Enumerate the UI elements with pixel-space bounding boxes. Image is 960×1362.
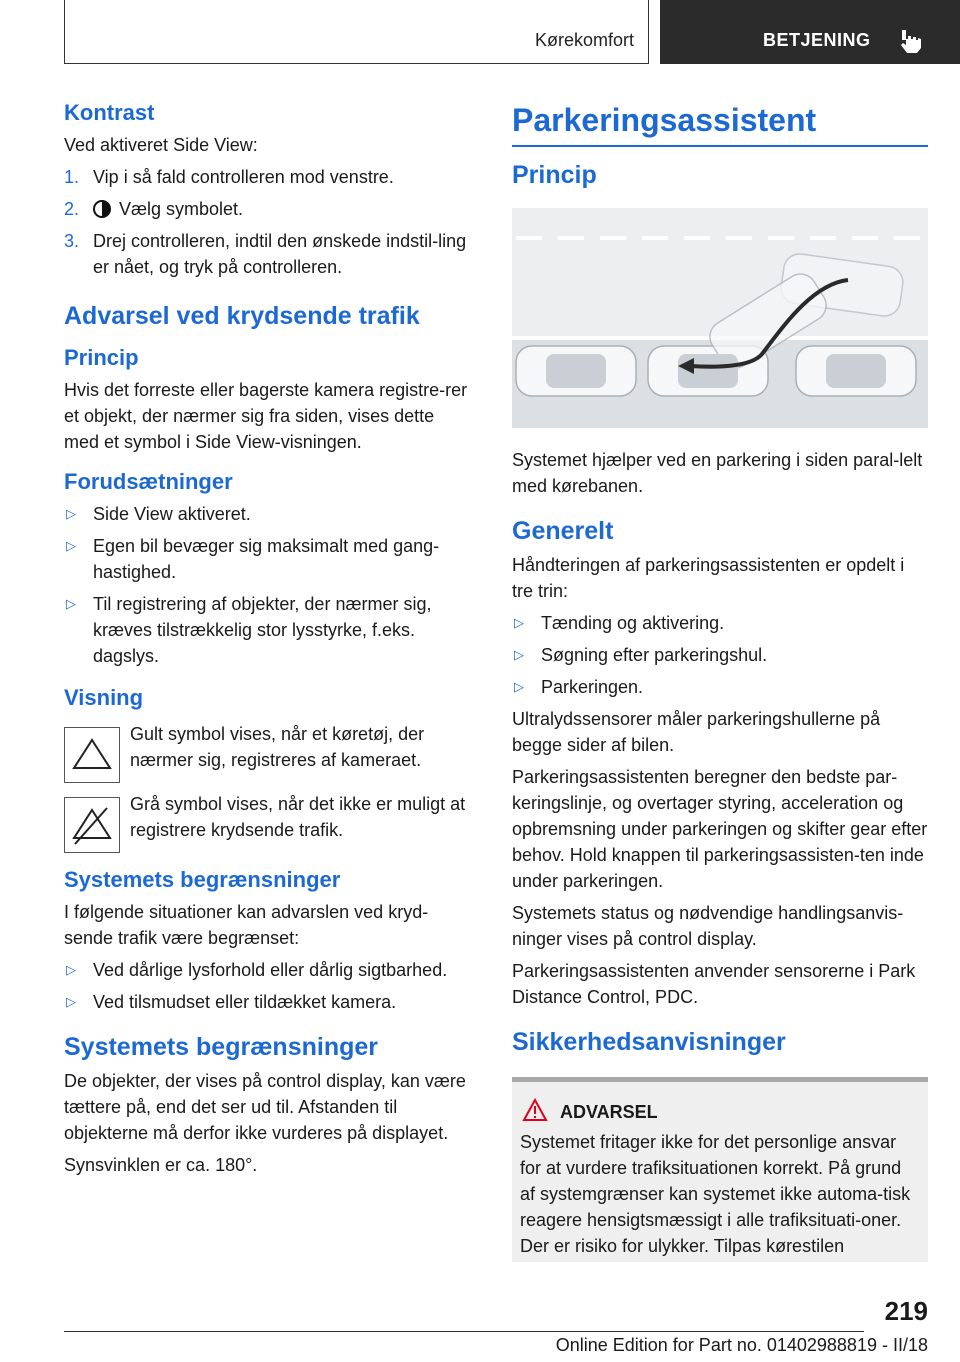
system-text-2: Synsvinklen er ca. 180°. bbox=[64, 1155, 258, 1175]
visning-grey-row bbox=[64, 791, 469, 847]
pointing-hand-icon bbox=[896, 26, 924, 54]
header-chapter-label: BETJENING bbox=[763, 30, 871, 50]
header-section-tab bbox=[64, 0, 649, 64]
list-item: ▷ Til registrering af objekter, der nærmer sig, kræves tilstrækkelig stor lysstyrke, f.eks. dagslys. bbox=[64, 591, 469, 669]
list-item bbox=[64, 196, 469, 222]
heading-forudsaetninger: Forudsætninger bbox=[64, 469, 233, 494]
kontrast-intro: Ved aktiveret Side View: bbox=[64, 135, 258, 155]
header-chapter-tab bbox=[660, 0, 960, 64]
forudsaetninger-list bbox=[64, 501, 469, 669]
list-item bbox=[64, 228, 469, 280]
warning-title bbox=[560, 1102, 920, 1123]
generelt-text: Håndteringen af parkeringsassistenten er opdelt i tre trin: bbox=[512, 555, 905, 601]
list-item: ▷ Ved dårlige lysforhold eller dårlig sigtbarhed. bbox=[64, 957, 469, 983]
step-text: Vip i så fald controlleren mod venstre. bbox=[93, 167, 394, 187]
heading-begraensninger: Systemets begrænsninger bbox=[64, 867, 341, 892]
list-item: ▷ Parkeringen. bbox=[512, 674, 928, 700]
begraensninger-text: I følgende situationer kan advarslen ved kryd-sende trafik være begrænset: bbox=[64, 902, 429, 948]
kontrast-steps bbox=[64, 164, 469, 280]
paragraph-2: Parkeringsassistenten beregner den bedste par-keringslinje, og overtager styring, acceleration og opbremsning under parkeringen og skifter gear efter behov. Hold knappen til parkeringsassisten-ten inde under parkeringen. bbox=[512, 767, 928, 891]
title-divider bbox=[512, 145, 928, 147]
step-number: 3. bbox=[64, 231, 80, 251]
contrast-icon bbox=[93, 200, 111, 218]
list-item: ▷ Egen bil bevæger sig maksimalt med gang-hastighed. bbox=[64, 533, 469, 585]
edition-text: Online Edition for Part no. 01402988819 - II/18 bbox=[555, 1335, 928, 1355]
step-number: 1. bbox=[64, 167, 80, 187]
cross-traffic-warning-icon bbox=[64, 727, 120, 783]
heading-princip-right: Princip bbox=[512, 161, 597, 189]
cross-traffic-unavailable-icon bbox=[64, 797, 120, 853]
heading-princip: Princip bbox=[64, 345, 139, 370]
warning-triangle-icon bbox=[522, 1098, 548, 1122]
visning-yellow-row bbox=[64, 721, 469, 777]
warning-title-text: ADVARSEL bbox=[560, 1102, 658, 1122]
visning-yellow-text: Gult symbol vises, når et køretøj, der nærmer sig, registreres af kameraet. bbox=[130, 724, 425, 770]
heading-systemets-begraensninger: Systemets begrænsninger bbox=[64, 1033, 378, 1061]
warning-text: Systemet fritager ikke for det personlige ansvar for at vurdere trafiksituationen korrekt. På grund af systemgrænser kan systemet ikke automa-tisk reagere hensigtsmæssigt i alle trafiksituati-oner. Der er risiko for ulykker. Tilpas kørestilen bbox=[520, 1132, 911, 1256]
generelt-list bbox=[512, 610, 928, 700]
paragraph-1: Ultralydssensorer måler parkeringshullerne på begge sider af bilen. bbox=[512, 709, 881, 755]
header-section-label: Kørekomfort bbox=[534, 30, 634, 50]
princip-text: Hvis det forreste eller bagerste kamera registre-rer et objekt, der nærmer sig fra siden, vises dette med et symbol i Side View-visningen. bbox=[64, 380, 468, 452]
heading-generelt: Generelt bbox=[512, 517, 614, 545]
visning-grey-text: Grå symbol vises, når det ikke er muligt at registrere krydsende trafik. bbox=[130, 794, 466, 840]
step-number: 2. bbox=[64, 199, 80, 219]
heading-sikkerhed: Sikkerhedsanvisninger bbox=[512, 1028, 786, 1056]
paragraph-4: Parkeringsassistenten anvender sensorerne i Park Distance Control, PDC. bbox=[512, 961, 916, 1007]
heading-advarsel: Advarsel ved krydsende trafik bbox=[64, 302, 420, 330]
heading-kontrast: Kontrast bbox=[64, 100, 155, 125]
list-item: ▷ Søgning efter parkeringshul. bbox=[512, 642, 928, 668]
list-item: ▷ Side View aktiveret. bbox=[64, 501, 469, 527]
heading-visning: Visning bbox=[64, 685, 144, 710]
left-column bbox=[64, 100, 469, 1184]
page-number: 219 bbox=[884, 1296, 928, 1326]
page-title: Parkeringsassistent bbox=[512, 102, 817, 138]
step-text: Drej controlleren, indtil den ønskede indstil-ling er nået, og tryk på controlleren. bbox=[93, 231, 467, 277]
right-column bbox=[512, 100, 928, 1262]
list-item: ▷ Ved tilsmudset eller tildækket kamera. bbox=[64, 989, 469, 1015]
step-text: Vælg symbolet. bbox=[119, 199, 244, 219]
princip-caption: Systemet hjælper ved en parkering i siden paral-lelt med kørebanen. bbox=[512, 450, 923, 496]
parking-illustration bbox=[512, 208, 928, 428]
paragraph-3: Systemets status og nødvendige handlingsanvis-ninger vises på control display. bbox=[512, 903, 904, 949]
system-text-1: De objekter, der vises på control display, kan være tættere på, end det ser ud til. Afstanden til objekterne må derfor ikke vurderes på displayet. bbox=[64, 1071, 466, 1143]
warning-box bbox=[512, 1077, 928, 1262]
list-item bbox=[64, 164, 469, 190]
begraensninger-list bbox=[64, 957, 469, 1015]
footer-divider bbox=[64, 1331, 864, 1332]
list-item: ▷ Tænding og aktivering. bbox=[512, 610, 928, 636]
